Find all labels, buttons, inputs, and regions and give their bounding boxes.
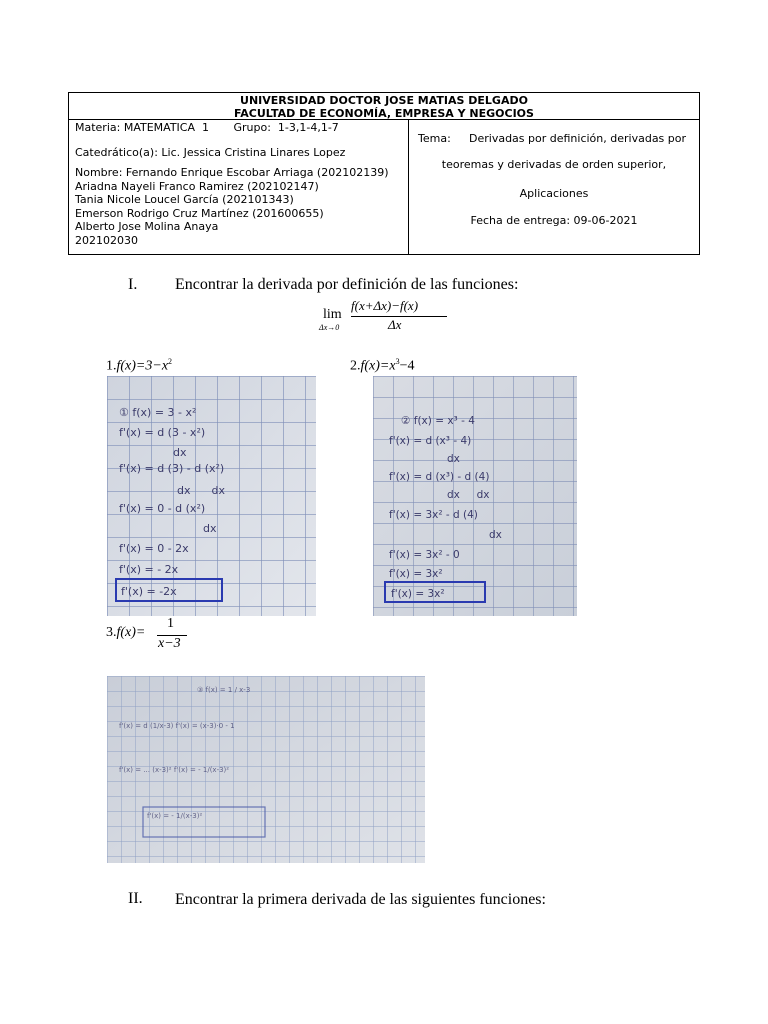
p2-line-2: f'(x) = d (x³ - 4): [389, 435, 472, 447]
nombre-line: Nombre: Fernando Enrique Escobar Arriaga (202102139): [75, 166, 389, 179]
handwritten-photo-1: [107, 376, 316, 616]
p1-line-10: f'(x) = -2x: [121, 585, 177, 598]
p3-line-3: f'(x) = ... (x-3)² f'(x) = - 1/(x-3)²: [119, 766, 230, 774]
p2-line-6: f'(x) = 3x² - d (4): [389, 509, 478, 521]
p2-line-1: ② f(x) = x³ - 4: [401, 415, 475, 427]
materia-line: Materia: MATEMATICA 1 Grupo: 1-3,1-4,1-7: [75, 121, 339, 134]
p2-line-3: dx: [447, 453, 460, 465]
p1-line-4: f'(x) = d (3) - d (x²): [119, 462, 225, 475]
p1-line-9: f'(x) = - 2x: [119, 563, 179, 576]
function-3-numerator: 1: [167, 616, 174, 631]
function-3-body: f(x)=: [116, 625, 146, 640]
function-1-prefix: 1.: [106, 358, 117, 374]
p1-line-3: dx: [173, 446, 187, 459]
function-1-label: [106, 357, 172, 375]
catedratico-line: Catedrático(a): Lic. Jessica Cristina Linares Lopez: [75, 145, 346, 159]
header-table: [68, 92, 700, 255]
section-2-heading: Encontrar la primera derivada de las siguientes funciones:: [175, 891, 546, 908]
p1-line-2: f'(x) = d (3 - x²): [119, 426, 206, 439]
university-name: UNIVERSIDAD DOCTOR JOSE MATIAS DELGADO: [240, 94, 528, 107]
lim-subscript: Δx→0: [319, 323, 340, 332]
limit-definition-formula: [318, 298, 458, 338]
student-2: Tania Nicole Loucel García (202101343): [75, 193, 294, 206]
p1-line-5: dx dx: [177, 484, 225, 497]
function-2-body: f(x)=x: [360, 358, 396, 374]
p3-line-2: f'(x) = d (1/x-3) f'(x) = (x-3)·0 - 1: [119, 722, 235, 730]
handwritten-photo-2: [373, 376, 577, 616]
function-1-exponent: 2: [168, 357, 173, 366]
function-3-label: [106, 625, 145, 641]
function-2-prefix: 2.: [350, 358, 361, 374]
student-3: Emerson Rodrigo Cruz Martínez (201600655): [75, 206, 324, 220]
p2-line-5: dx dx: [447, 489, 490, 501]
p2-line-10: f'(x) = 3x²: [391, 588, 445, 600]
topic-cell: [409, 120, 699, 254]
p2-line-8: f'(x) = 3x² - 0: [389, 549, 460, 561]
p1-line-1: ① f(x) = 3 - x²: [119, 406, 197, 419]
p3-line-4: f'(x) = - 1/(x-3)²: [147, 812, 203, 820]
function-1-body: f(x)=3−x: [116, 358, 169, 374]
due-date: Fecha de entrega: 09-06-2021: [470, 214, 638, 227]
p2-line-4: f'(x) = d (x³) - d (4): [389, 471, 490, 483]
tema-line-1: Derivadas por definición, derivadas por: [469, 132, 687, 145]
p1-line-6: f'(x) = 0 - d (x²): [119, 502, 206, 515]
p1-line-7: dx: [203, 522, 217, 535]
handwritten-photo-3: [107, 676, 425, 863]
tema-label: Tema:: [418, 132, 451, 145]
section-1-heading: Encontrar la derivada por definición de las funciones:: [175, 276, 519, 293]
difference-quotient-numerator: f(x+Δx)−f(x): [351, 298, 419, 313]
difference-quotient-denominator: Δx: [388, 317, 402, 332]
section-1-number: I.: [128, 276, 138, 293]
header-title: [69, 93, 699, 120]
student-info-cell: [69, 120, 409, 254]
tema-line-2: teoremas y derivadas de orden superior,: [441, 158, 667, 171]
function-3-denominator: x−3: [158, 636, 181, 651]
photo-1-image: [107, 376, 316, 616]
function-2-exponent: 3: [395, 357, 400, 366]
photo-2-image: [373, 376, 577, 616]
student-4: Alberto Jose Molina Anaya: [75, 220, 219, 233]
student-4-id: 202102030: [75, 233, 138, 247]
p3-line-1: ③ f(x) = 1 / x-3: [197, 686, 251, 694]
function-2-label: [350, 357, 415, 375]
p2-line-7: dx: [489, 529, 502, 541]
photo-3-image: [107, 676, 425, 863]
function-3-prefix: 3.: [106, 625, 117, 640]
section-2-number: II.: [128, 890, 143, 907]
tema-line-3: Aplicaciones: [519, 187, 589, 200]
student-1: Ariadna Nayeli Franco Ramirez (202102147): [75, 179, 319, 193]
p1-line-8: f'(x) = 0 - 2x: [119, 542, 189, 555]
lim-word: lim: [323, 307, 342, 322]
p2-line-9: f'(x) = 3x²: [389, 568, 443, 580]
function-2-tail: −4: [399, 358, 415, 374]
faculty-name: FACULTAD DE ECONOMÍA, EMPRESA Y NEGOCIOS: [234, 107, 534, 120]
